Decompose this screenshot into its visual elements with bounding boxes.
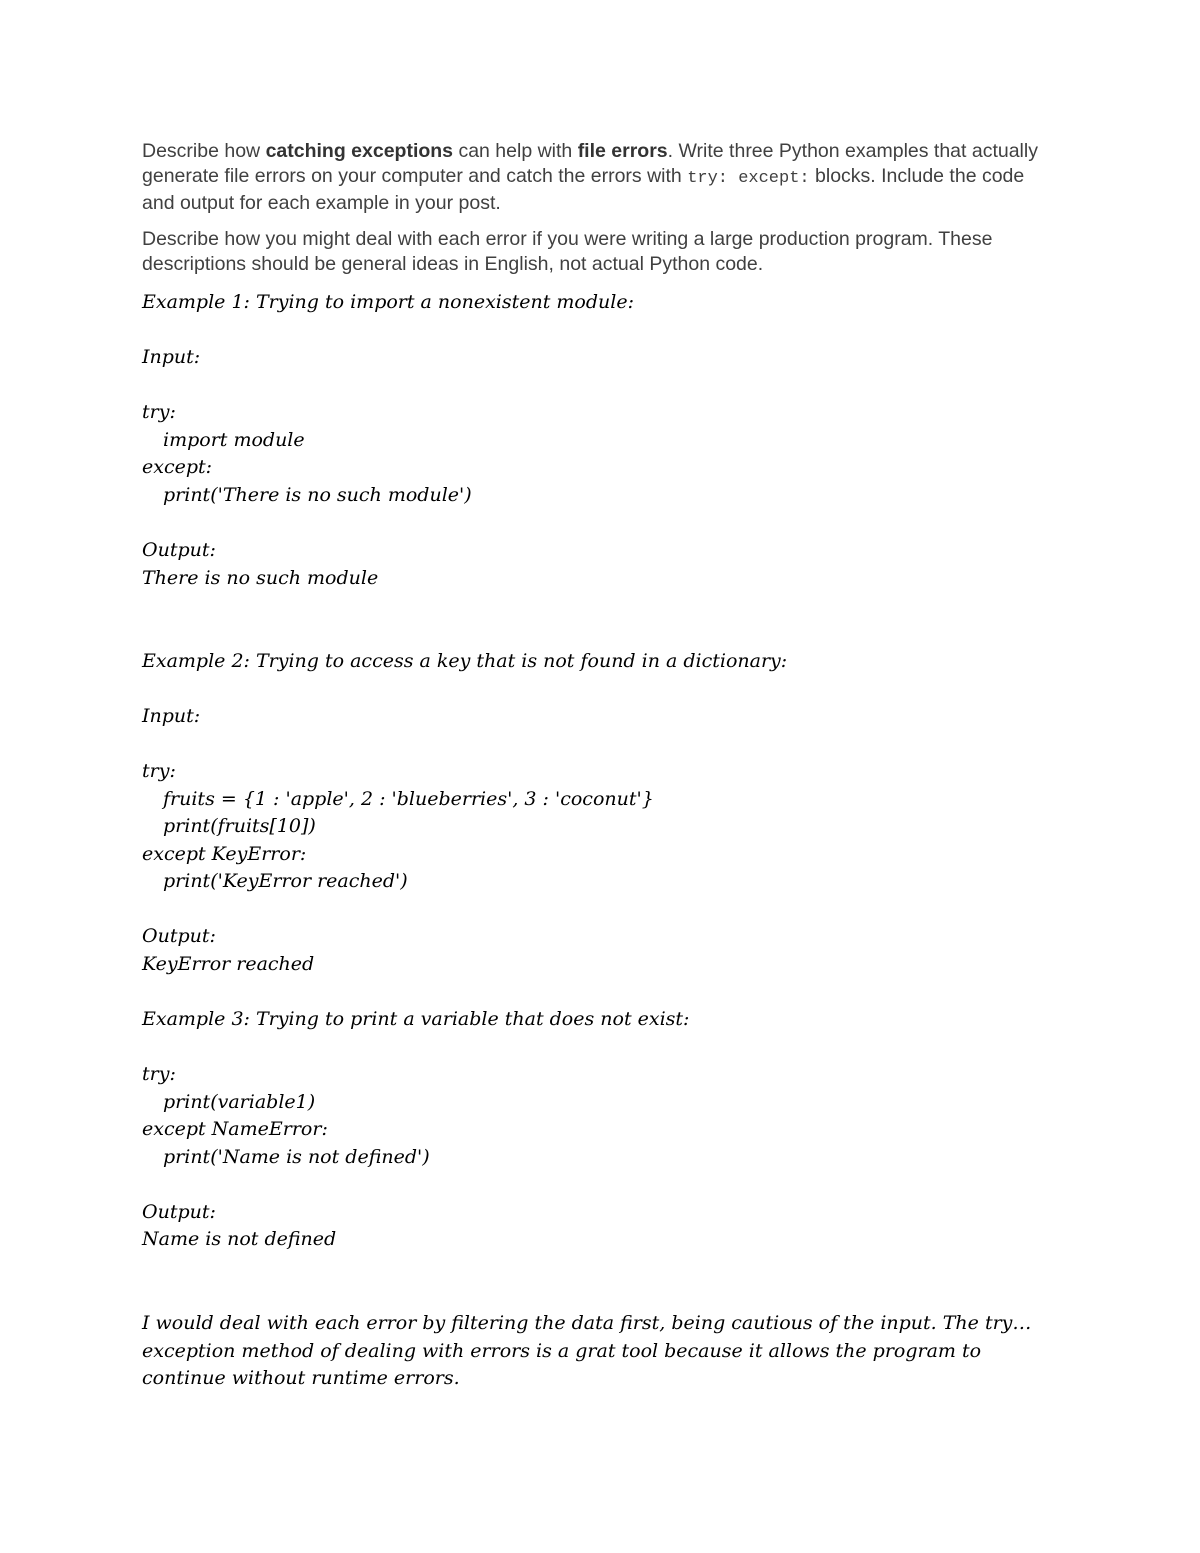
prompt-paragraph-2: Describe how you might deal with each error if you were writing a large production program. These descriptions should be general ideas in English, not actual Python code.	[142, 228, 993, 275]
conclusion-paragraph	[142, 1310, 1062, 1393]
example-1-code-line: try:	[142, 401, 176, 423]
example-2-code-line: print(fruits[10])	[163, 815, 316, 837]
prompt-bold-file-errors: file errors	[577, 140, 668, 162]
example-2-code-line: fruits = {1 : 'apple', 2 : 'blueberries', 3 : 'coconut'}	[163, 788, 654, 810]
example-2-input-label: Input:	[142, 705, 201, 727]
example-3-code-line: print(variable1)	[163, 1091, 316, 1113]
example-3-code-line: try:	[142, 1063, 176, 1085]
prompt-code-try-except: try: except:	[687, 168, 810, 188]
example-2-code-line: except KeyError:	[142, 843, 307, 865]
conclusion-line: continue without runtime errors.	[142, 1367, 460, 1389]
example-2-heading: Example 2: Trying to access a key that is not found in a dictionary:	[142, 650, 788, 672]
example-1-input-label: Input:	[142, 346, 201, 368]
example-1-code-line: import module	[163, 429, 305, 451]
example-2-code-line: try:	[142, 760, 176, 782]
example-2-output: KeyError reached	[142, 953, 315, 975]
example-3-output: Name is not defined	[142, 1228, 337, 1250]
prompt-text: blocks. Include the code and output for each example in your post.	[142, 164, 1025, 214]
example-3-output-label: Output:	[142, 1201, 216, 1223]
prompt-bold-catching-exceptions: catching exceptions	[265, 140, 454, 162]
example-1-code-line: print('There is no such module')	[163, 484, 472, 506]
example-3-heading: Example 3: Trying to print a variable that does not exist:	[142, 1008, 690, 1030]
example-2-code-line: print('KeyError reached')	[163, 870, 408, 892]
example-1-code-line: except:	[142, 456, 213, 478]
example-3-code-line: except NameError:	[142, 1118, 328, 1140]
example-3-code-line: print('Name is not defined')	[163, 1146, 430, 1168]
conclusion-line: I would deal with each error by filtering the data first, being cautious of the input. The try…	[142, 1312, 1032, 1334]
prompt-text: . Write three Python examples that actually generate file errors on your computer and catch the errors with	[142, 140, 1038, 187]
prompt-text: Describe how	[142, 140, 266, 162]
conclusion-line: exception method of dealing with errors is a grat tool because it allows the program to	[142, 1339, 982, 1362]
example-1-output-label: Output:	[142, 539, 216, 561]
example-1-output: There is no such module	[142, 567, 379, 589]
prompt-paragraph-1	[142, 139, 1062, 216]
example-2-output-label: Output:	[142, 925, 216, 947]
example-1-heading: Example 1: Trying to import a nonexistent module:	[142, 291, 634, 313]
prompt-text: can help with	[453, 140, 578, 162]
